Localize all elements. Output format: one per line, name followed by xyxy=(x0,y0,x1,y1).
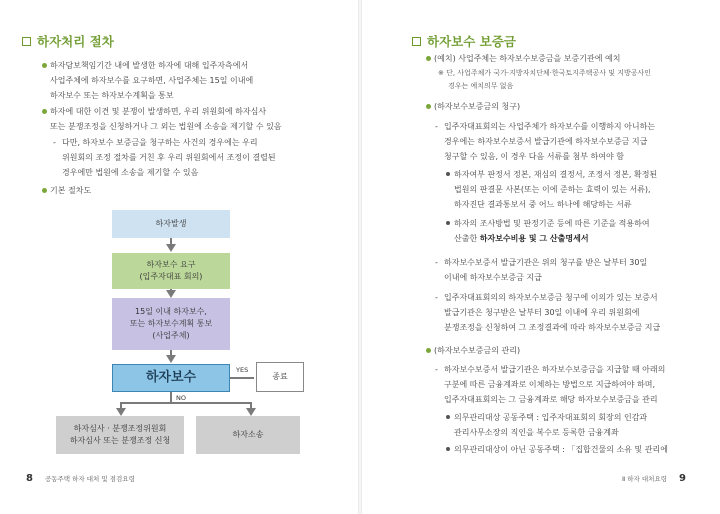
dash-objection: - 입주자대표회의의 하자보수보증금 청구에 이의가 있는 보증서 발급기관은 청구받은 날부터 30일 이내에 우리 위원회에 분쟁조정을 신청하여 그 조정결과에 따라 하자보수보증금 지급 xyxy=(435,293,661,332)
note-exemption: ※ 단, 사업주체가 국가·지방자치단체·한국토지주택공사 및 지방공사인 경우는 예치의무 없음 xyxy=(438,69,652,90)
label-yes: YES xyxy=(236,366,249,374)
green-bullet-icon xyxy=(42,109,47,114)
section-title-defect-procedure: 하자처리 절차 xyxy=(22,32,114,50)
arrow-down-icon xyxy=(166,290,176,298)
bullet-claim: (하자보수보증금의 청구) xyxy=(434,99,520,114)
flow-repair: 하자보수 xyxy=(112,364,230,392)
footer-book-title: 공동주택 하자 대처 및 점검요령 xyxy=(44,475,135,483)
flow-review-mediation: 하자심사 · 분쟁조정위원회 하자심사 또는 분쟁조정 신청 xyxy=(56,416,184,454)
bullet-management: (하자보수보증금의 관리) xyxy=(434,343,520,358)
arrow-down-icon xyxy=(166,355,176,363)
checkbox-square-icon xyxy=(412,37,421,46)
arrow-down-icon xyxy=(246,408,256,416)
bullet-warranty: 하자담보책임기간 내에 발생한 하자에 대해 입주자측에서 사업주체에 하자보수를 요구하면, 사업주체는 15일 이내에 하자보수 또는 하자보수계획을 통보 xyxy=(50,58,253,103)
flow-notify: 15일 이내 하자보수, 또는 하자보수계획 통보 (사업주체) xyxy=(112,298,230,350)
green-bullet-icon xyxy=(426,348,431,353)
flow-repair-request: 하자보수 요구 (입주자대표 회의) xyxy=(112,253,230,289)
dash-claim-right: - 입주자대표회의는 사업주체가 하자보수를 이행하지 아니하는 경우에는 하자보수보증서 발급기관에 하자보수보증금 지급 청구할 수 있음, 이 경우 다음 서류를 첨부 하여야 함 xyxy=(435,122,656,161)
bullet-dispute: 하자에 대한 이견 및 분쟁이 발생하면, 우리 위원회에 하자심사 또는 분쟁조정을 신청하거나 그 외는 법원에 소송을 제기할 수 있음 xyxy=(50,104,282,134)
dash-payment: - 하자보수보증서 발급기관은 위의 청구를 받은 날부터 30일 이내에 하자보수보증금 지급 xyxy=(435,258,648,282)
dot-bullet-icon xyxy=(446,447,450,451)
sub-bullet-documents: 하자여부 판정서 정본, 재심의 결정서, 조정서 정본, 확정된 법원의 판결문 사본(또는 이에 준하는 효력이 있는 서류), 하자진단 결과통보서 중 어느 하나에 해당하는 서류 xyxy=(454,167,657,212)
footer-right xyxy=(622,473,686,484)
green-bullet-icon xyxy=(426,56,431,61)
green-bullet-icon xyxy=(42,188,47,193)
flow-lawsuit: 하자소송 xyxy=(196,416,300,454)
checkbox-square-icon xyxy=(22,37,31,46)
bullet-deposit: (예치) 사업주체는 하자보수보증금을 보증기관에 예치 xyxy=(434,51,620,66)
flow-defect-occurrence: 하자발생 xyxy=(112,210,230,238)
sub-bullet-non-mandatory: 의무관리대상이 아닌 공동주택 : 「집합건물의 소유 및 관리에 xyxy=(454,442,668,457)
footer-left xyxy=(26,473,135,484)
dot-bullet-icon xyxy=(446,172,450,176)
bullet-basic-flow: 기본 절차도 xyxy=(50,183,91,198)
dash-management: - 하자보수보증서 발급기관은 하자보수보증금을 지급할 때 아래의 구분에 따른 금융계좌로 이체하는 방법으로 지급하여야 하며, 입주자대표회의는 그 금융계좌로 해당 하자보수보증금을 관리 xyxy=(435,365,666,404)
section-title-deposit: 하자보수 보증금 xyxy=(412,32,516,50)
sub-bullet-mandatory: 의무관리대상 공동주택 : 입주자대표회의 회장의 인감과 관리사무소장의 직인을 복수로 등록한 금융계좌 xyxy=(454,410,647,440)
dot-bullet-icon xyxy=(446,415,450,419)
arrow-down-icon xyxy=(166,244,176,252)
dash-deposit-claim: - 다만, 하자보수 보증금을 청구하는 사건의 경우에는 우리 위원회의 조정 절차를 거친 후 우리 위원회에서 조정이 결렬된 경우에만 법원에 소송을 제기할 수 있음 xyxy=(53,138,276,177)
page-number: 8 xyxy=(26,473,33,484)
arrow-down-icon xyxy=(116,408,126,416)
sub-bullet-cost: 하자의 조사방법 및 판정기준 등에 따른 기준을 적용하여 산출한 하자보수비용 및 그 산출명세서 xyxy=(454,216,650,246)
page-number: 9 xyxy=(679,473,686,484)
green-bullet-icon xyxy=(42,63,47,68)
label-no: NO xyxy=(176,394,186,402)
green-bullet-icon xyxy=(426,104,431,109)
dot-bullet-icon xyxy=(446,221,450,225)
right-page xyxy=(360,0,720,514)
flow-end: 종료 xyxy=(256,362,304,392)
footer-chapter: Ⅱ 하자 대처요령 xyxy=(622,475,668,483)
